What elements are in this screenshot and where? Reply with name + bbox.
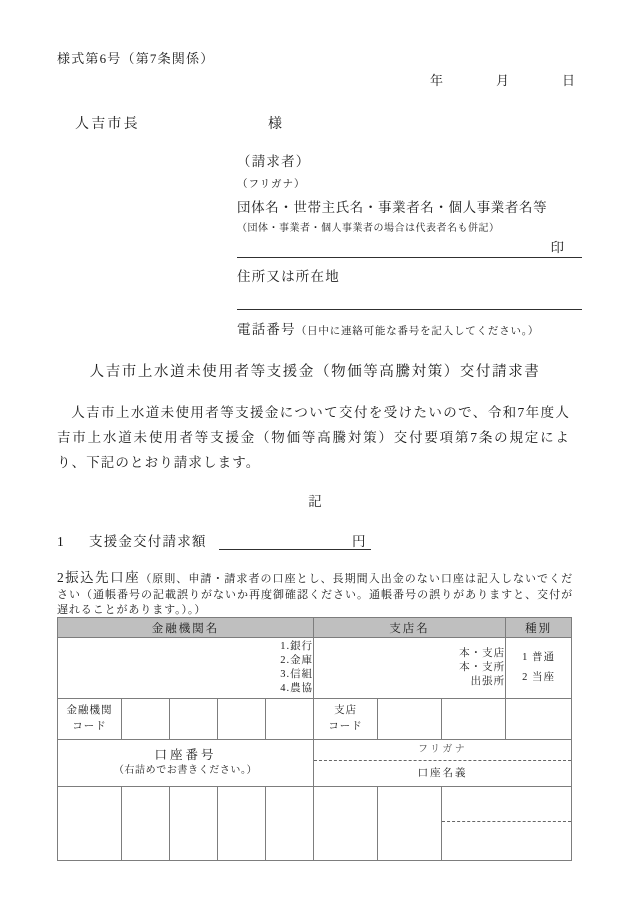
institution-name-input[interactable] bbox=[58, 638, 314, 699]
institution-option-4[interactable]: 4.農協 bbox=[280, 683, 314, 694]
institution-option-1[interactable]: 1.銀行 bbox=[280, 641, 314, 652]
branch-code-cell-3[interactable] bbox=[506, 699, 572, 740]
item-1 bbox=[57, 530, 207, 550]
date-line bbox=[430, 70, 575, 89]
table-code-row bbox=[58, 699, 572, 740]
account-number-note: （右詰めでお書きください。） bbox=[113, 765, 258, 776]
telephone-row bbox=[237, 318, 582, 338]
table-account-input-row bbox=[58, 787, 572, 861]
account-name-label: 口座名義 bbox=[417, 768, 468, 779]
account-number-header bbox=[58, 740, 314, 787]
requester-name-note: （団体・事業者・個人事業者の場合は代表者名も併記） bbox=[237, 223, 500, 234]
branch-code-cell-1[interactable] bbox=[378, 699, 442, 740]
table-options-row bbox=[58, 638, 572, 699]
bank-account-table bbox=[57, 617, 572, 861]
institution-option-3[interactable]: 3.信組 bbox=[280, 669, 314, 680]
item-2-note: （原則、申請・請求者の口座とし、長期間入出金のない口座は記入しないでください（通帳番号の記載誤りがないか再度御確認ください。通帳番号の誤りがありますと、交付が遅れることがあります。）。） bbox=[57, 573, 574, 616]
address-input[interactable] bbox=[237, 285, 582, 310]
account-type-input[interactable] bbox=[506, 638, 572, 699]
account-number-cell-5[interactable] bbox=[266, 787, 314, 861]
account-number-label: 口座番号 bbox=[154, 748, 217, 762]
account-number-cell-6[interactable] bbox=[314, 787, 378, 861]
account-number-cell-7[interactable] bbox=[378, 787, 442, 861]
yen-unit-label: 円 bbox=[352, 534, 366, 549]
branch-code-label-line1: 支店 bbox=[334, 705, 358, 716]
header-branch-name: 支店名 bbox=[314, 618, 506, 638]
item-2 bbox=[57, 570, 573, 619]
telephone-label: 電話番号 bbox=[237, 322, 296, 337]
account-number-cell-2[interactable] bbox=[122, 787, 170, 861]
addressee-honorific: 様 bbox=[268, 117, 282, 132]
header-account-type: 種別 bbox=[506, 618, 572, 638]
item-1-label: 支援金交付請求額 bbox=[89, 534, 207, 549]
institution-code-cell-1[interactable] bbox=[122, 699, 170, 740]
branch-option-3[interactable]: 出張所 bbox=[470, 676, 506, 687]
page-title: 人吉市上水道未使用者等支援金（物価等高騰対策）交付請求書 bbox=[89, 364, 541, 380]
account-name-header bbox=[314, 740, 572, 787]
institution-code-label bbox=[58, 699, 122, 740]
account-number-cell-1[interactable] bbox=[58, 787, 122, 861]
requester-section-label: （請求者） bbox=[237, 154, 311, 169]
institution-code-label-line2: コード bbox=[72, 721, 107, 732]
table-header-row bbox=[58, 618, 572, 638]
branch-code-label-line2: コード bbox=[328, 721, 363, 732]
institution-option-2[interactable]: 2.金庫 bbox=[280, 655, 314, 666]
account-number-cell-4[interactable] bbox=[218, 787, 266, 861]
kana-label: フリガナ bbox=[314, 740, 571, 761]
date-month-label: 月 bbox=[495, 73, 509, 88]
furigana-label: （フリガナ） bbox=[237, 179, 306, 190]
date-day-label: 日 bbox=[561, 73, 575, 88]
institution-code-label-line1: 金融機関 bbox=[66, 705, 113, 716]
institution-code-cell-3[interactable] bbox=[218, 699, 266, 740]
body-paragraph bbox=[57, 400, 570, 475]
branch-code-cell-2[interactable] bbox=[442, 699, 506, 740]
address-label: 住所又は所在地 bbox=[237, 269, 340, 284]
branch-option-1[interactable]: 本・支店 bbox=[459, 648, 506, 659]
branch-name-input[interactable] bbox=[314, 638, 506, 699]
item-2-heading: 振込先口座 bbox=[64, 570, 141, 585]
institution-code-cell-2[interactable] bbox=[170, 699, 218, 740]
item-1-number: 1 bbox=[57, 534, 65, 549]
branch-option-2[interactable]: 本・支所 bbox=[459, 662, 506, 673]
branch-code-label bbox=[314, 699, 378, 740]
date-year-label: 年 bbox=[430, 73, 444, 88]
institution-code-cell-4[interactable] bbox=[266, 699, 314, 740]
account-name-input[interactable] bbox=[442, 787, 572, 861]
account-type-option-1[interactable]: 1 普通 bbox=[522, 652, 556, 663]
ki-mark: 記 bbox=[308, 494, 322, 509]
table-account-header-row bbox=[58, 740, 572, 787]
body-paragraph-text: 人吉市上水道未使用者等支援金について交付を受けたいので、令和7年度人吉市上水道未使用者等支援金（物価等高騰対策）交付要項第7条の規定により、下記のとおり請求します。 bbox=[57, 405, 570, 470]
account-number-cell-3[interactable] bbox=[170, 787, 218, 861]
account-type-option-2[interactable]: 2 当座 bbox=[522, 672, 556, 683]
requester-name-input[interactable] bbox=[237, 236, 582, 258]
item-2-number: 2 bbox=[57, 570, 65, 585]
addressee: 人吉市長 bbox=[75, 117, 140, 132]
account-name-kanji-input[interactable] bbox=[442, 822, 571, 860]
seal-mark: 印 bbox=[550, 240, 564, 255]
telephone-note: （日中に連絡可能な番号を記入してください。） bbox=[295, 326, 540, 337]
form-number: 様式第6号（第7条関係） bbox=[57, 51, 215, 66]
account-name-kana-input[interactable] bbox=[442, 787, 571, 822]
amount-input[interactable] bbox=[219, 530, 371, 550]
requester-name-label: 団体名・世帯主氏名・事業者名・個人事業者名等 bbox=[237, 200, 548, 215]
header-institution-name: 金融機関名 bbox=[58, 618, 314, 638]
requester-block bbox=[237, 150, 582, 338]
